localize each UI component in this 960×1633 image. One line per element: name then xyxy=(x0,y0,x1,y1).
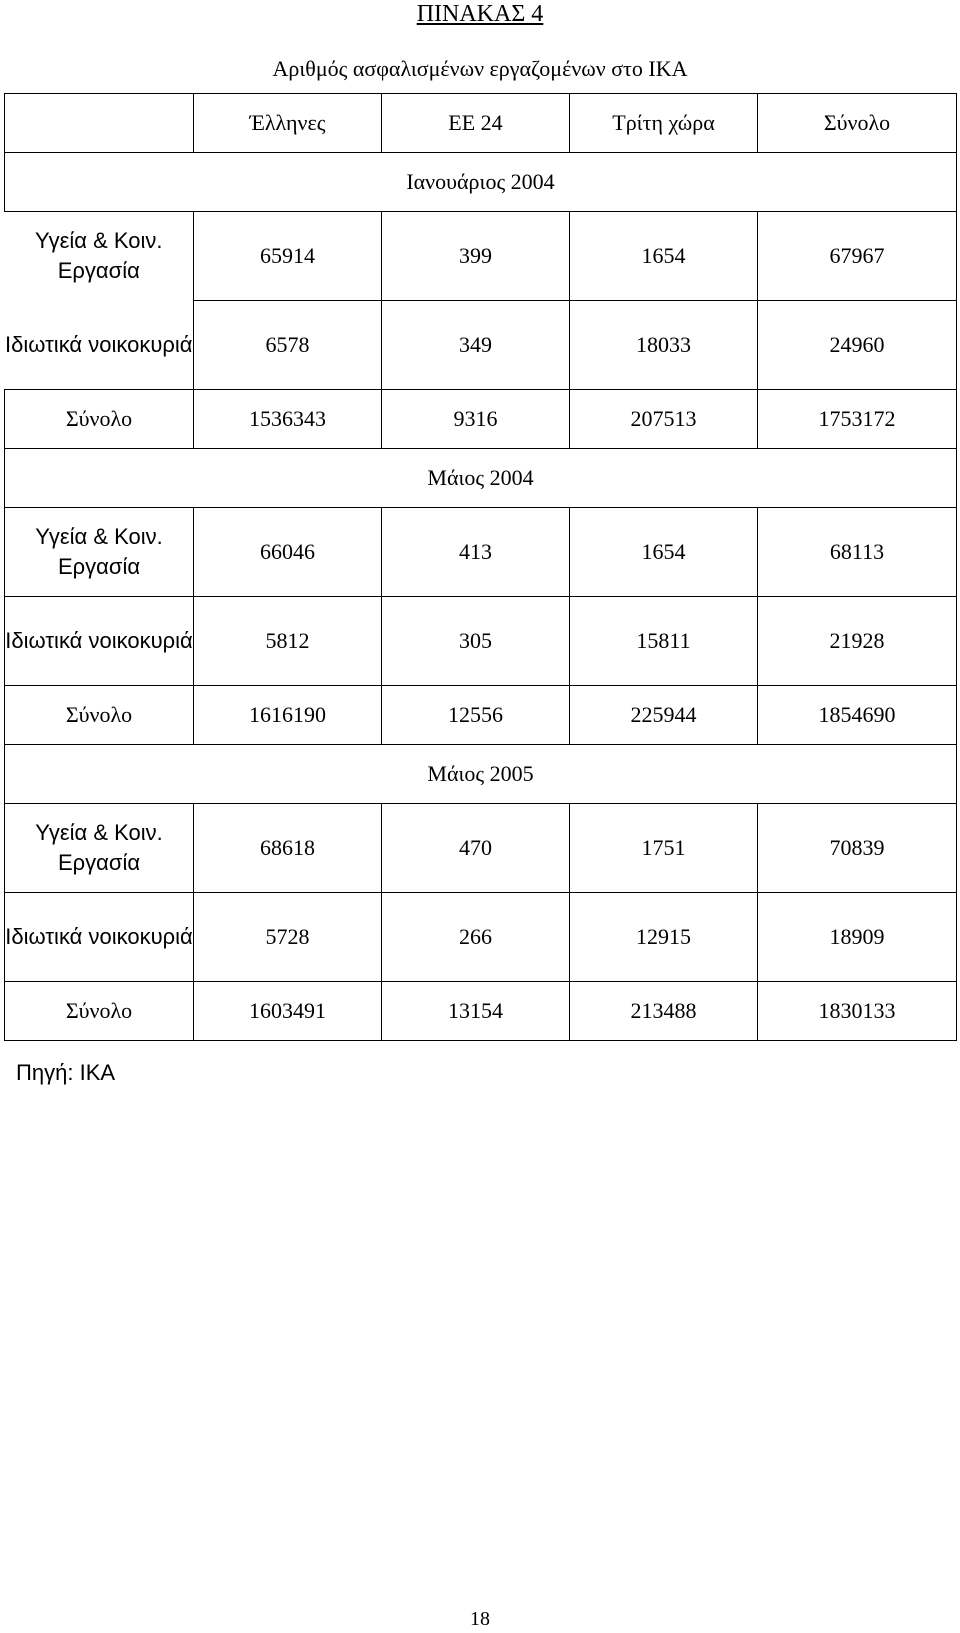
table-cell: 12915 xyxy=(570,893,758,982)
table-cell: 18033 xyxy=(570,301,758,390)
period-label: Μάιος 2005 xyxy=(5,745,957,804)
total-row xyxy=(5,390,957,449)
page-number: 18 xyxy=(470,1608,490,1630)
table-cell: 24960 xyxy=(758,301,957,390)
total-cell: 1830133 xyxy=(758,982,957,1041)
table-cell: 65914 xyxy=(194,212,382,301)
table-cell: 18909 xyxy=(758,893,957,982)
table-cell: 349 xyxy=(382,301,570,390)
total-cell: 9316 xyxy=(382,390,570,449)
table-cell: 470 xyxy=(382,804,570,893)
data-table-wrapper xyxy=(4,93,956,1041)
total-cell: 1536343 xyxy=(194,390,382,449)
row-label: Ιδιωτικά νοικοκυριά xyxy=(5,331,193,357)
table-cell: 68618 xyxy=(194,804,382,893)
total-cell: 207513 xyxy=(570,390,758,449)
table-row xyxy=(5,212,957,301)
table-cell: 266 xyxy=(382,893,570,982)
table-row xyxy=(5,597,957,686)
row-label: Ιδιωτικά νοικοκυριά xyxy=(5,597,194,686)
total-label: Σύνολο xyxy=(5,982,194,1041)
table-cell: 6578 xyxy=(194,301,382,390)
table-cell: 305 xyxy=(382,597,570,686)
table-cell: 399 xyxy=(382,212,570,301)
total-row xyxy=(5,686,957,745)
table-cell: 1751 xyxy=(570,804,758,893)
column-header: Έλληνες xyxy=(194,94,382,153)
table-cell: 5728 xyxy=(194,893,382,982)
period-label: Ιανουάριος 2004 xyxy=(5,153,957,212)
table-cell: 1654 xyxy=(570,508,758,597)
total-label: Σύνολο xyxy=(5,390,194,449)
row-label: Υγεία & Κοιν. Εργασία xyxy=(5,508,194,597)
table-row xyxy=(5,508,957,597)
table-cell: 1654 xyxy=(570,212,758,301)
period-header-row xyxy=(5,745,957,804)
table-cell: 67967 xyxy=(758,212,957,301)
table-cell: 68113 xyxy=(758,508,957,597)
table-cell: 66046 xyxy=(194,508,382,597)
total-cell: 213488 xyxy=(570,982,758,1041)
table-cell: 5812 xyxy=(194,597,382,686)
column-header: Τρίτη χώρα xyxy=(570,94,758,153)
table-cell: 413 xyxy=(382,508,570,597)
period-header-row xyxy=(5,153,957,212)
total-label: Σύνολο xyxy=(5,686,194,745)
row-label: Υγεία & Κοιν. Εργασία xyxy=(34,228,163,284)
total-cell: 12556 xyxy=(382,686,570,745)
column-header-row xyxy=(5,94,957,153)
table-cell: 21928 xyxy=(758,597,957,686)
table-row xyxy=(5,804,957,893)
table-cell: 70839 xyxy=(758,804,957,893)
column-header: Σύνολο xyxy=(758,94,957,153)
table-title: ΠΙΝΑΚΑΣ 4 xyxy=(416,1,544,27)
total-cell: 1753172 xyxy=(758,390,957,449)
insured-workers-table xyxy=(4,93,957,1041)
row-label: Υγεία & Κοιν. Εργασία xyxy=(5,804,194,893)
total-row xyxy=(5,982,957,1041)
period-header-row xyxy=(5,449,957,508)
total-cell: 1603491 xyxy=(194,982,382,1041)
source-note: Πηγή: ΙΚΑ xyxy=(16,1060,116,1085)
row-label: Ιδιωτικά νοικοκυριά xyxy=(5,893,194,982)
column-header: ΕΕ 24 xyxy=(382,94,570,153)
table-cell: 15811 xyxy=(570,597,758,686)
table-row xyxy=(5,301,957,390)
period-label: Μάιος 2004 xyxy=(5,449,957,508)
total-cell: 1854690 xyxy=(758,686,957,745)
table-subtitle: Αριθμός ασφαλισμένων εργαζομένων στο ΙΚΑ xyxy=(272,56,688,81)
total-cell: 1616190 xyxy=(194,686,382,745)
total-cell: 13154 xyxy=(382,982,570,1041)
total-cell: 225944 xyxy=(570,686,758,745)
header-corner-cell xyxy=(5,94,194,153)
table-row xyxy=(5,893,957,982)
